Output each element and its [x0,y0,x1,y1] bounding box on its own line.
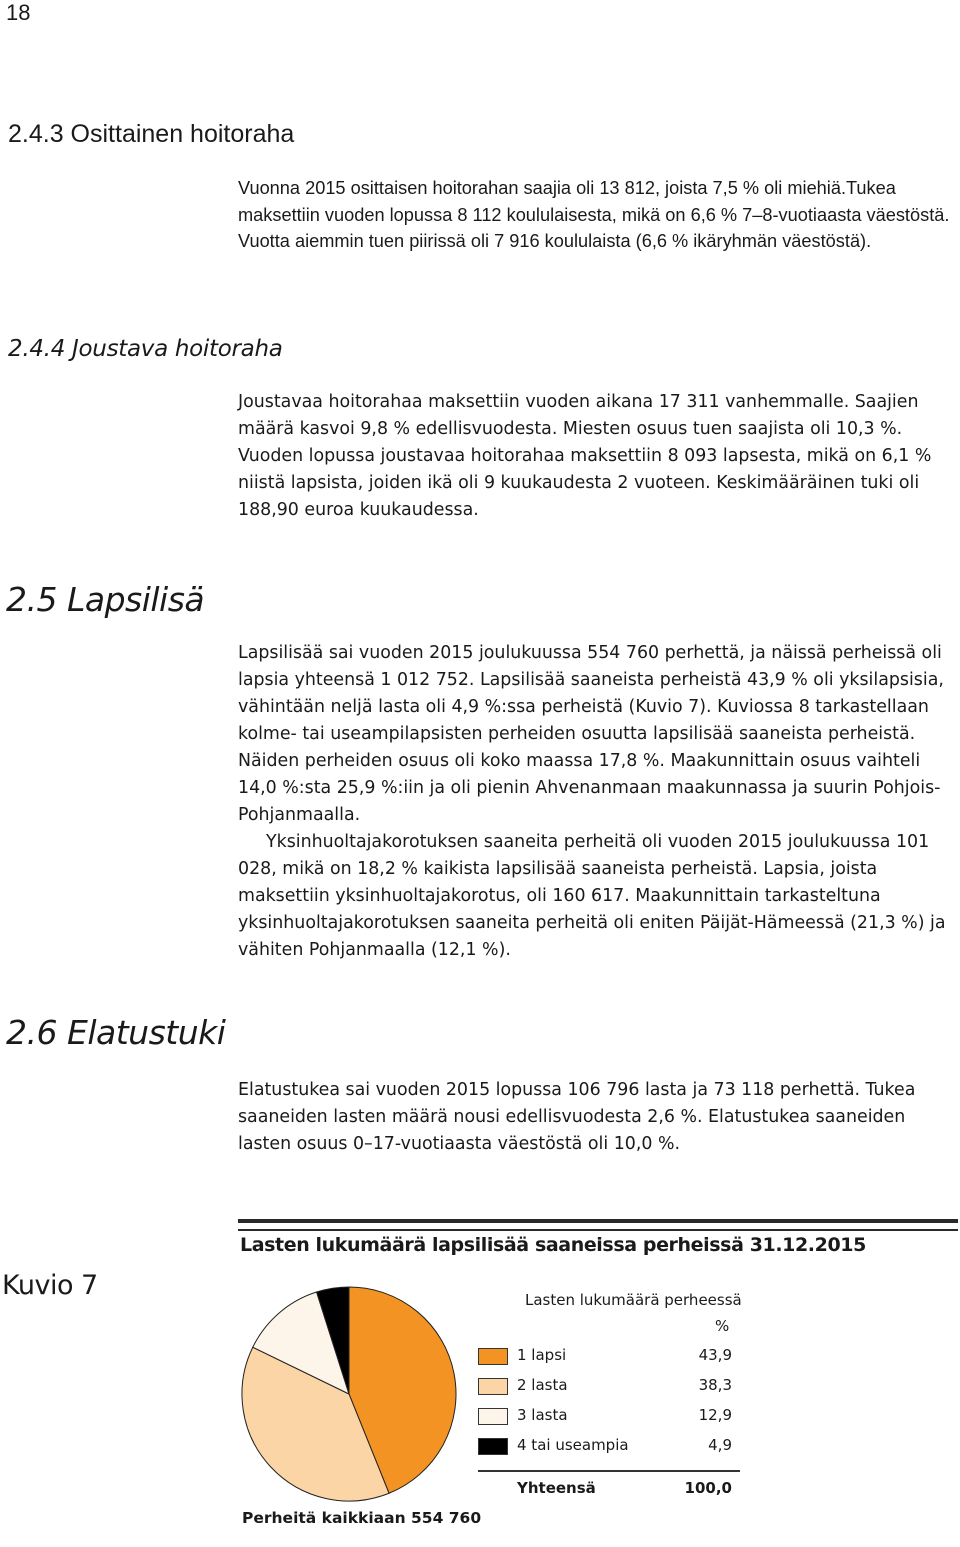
figure-label: Kuvio 7 [2,1270,98,1301]
paragraph-text: Joustavaa hoitorahaa maksettiin vuoden aikana 17 311 vanhemmalle. Saajien määrä kasvoi 9,8 % edellisvuodesta. Miesten osuus tuen saajista oli 10,3 %. Vuoden lopussa joustavaa hoitorahaa maksettiin 8 093 lapsesta, mikä on 6,1 % niistä lapsista, joiden ikä oli 9 kuukaudesta 2 vuoteen. Keskimääräinen tuki oli 188,90 euroa kuukaudessa. [238,392,932,520]
paragraph-2-4-3 [238,175,956,255]
heading-2-6: 2.6 Elatustuki [6,1013,226,1052]
legend-label: 2 lasta [517,1376,568,1394]
paragraph-2-5 [238,640,956,964]
legend-label: 4 tai useampia [517,1436,629,1454]
chart-title: Lasten lukumäärä lapsilisää saaneissa perheissä 31.12.2015 [240,1234,866,1256]
heading-2-5: 2.5 Lapsilisä [6,580,205,619]
legend-value: 12,9 [698,1406,732,1424]
legend-swatch [478,1378,508,1395]
legend-total-rule [478,1470,740,1472]
paragraph-text: Elatustukea sai vuoden 2015 lopussa 106 796 lasta ja 73 118 perhettä. Tukea saaneiden lasten määrä nousi edellisvuodesta 2,6 %. Elatustukea saaneiden lasten osuus 0–17-vuotiaasta väestöstä oli 10,0 %. [238,1080,916,1154]
legend-value: 43,9 [698,1346,732,1364]
legend-value-header: % [715,1317,730,1335]
paragraph-text: Lapsilisää sai vuoden 2015 joulukuussa 554 760 perhettä, ja näissä perheissä oli lapsia yhteensä 1 012 752. Lapsilisää saaneista perheistä 43,9 % oli yksilapsisia, vähintään neljä lasta oli 4,9 %:ssa perheistä (Kuvio 7). Kuviossa 8 tarkastellaan kolme- tai useampilapsisten perheiden osuutta lapsilisää saaneista perheistä. Näiden perheiden osuus oli koko maassa 17,8 %. Maakunnittain osuus vaihteli 14,0 %:sta 25,9 %:iin ja oli pienin Ahvenanmaan maakunnassa ja suurin Pohjois-Pohjanmaalla. [238,643,944,825]
legend-label: 1 lapsi [517,1346,567,1364]
heading-2-4-4: 2.4.4 Joustava hoitoraha [8,336,283,362]
paragraph-2-6 [238,1077,956,1158]
figure-top-rule [238,1219,958,1223]
figure-top-rule-thin [238,1229,958,1231]
legend-swatch [478,1348,508,1365]
legend-title: Lasten lukumäärä perheessä [525,1291,742,1309]
legend-value: 4,9 [708,1436,732,1454]
total-value: 100,0 [684,1479,732,1497]
legend-swatch [478,1438,508,1455]
pie-chart [238,1280,478,1510]
legend-label: 3 lasta [517,1406,568,1424]
paragraph-text: Yksinhuoltajakorotuksen saaneita perheitä oli vuoden 2015 joulukuussa 101 028, mikä on 18,2 % kaikista lapsilisää saaneista perheistä. Lapsia, joista maksettiin yksinhuoltajakorotus, oli 160 617. Maakunnittain tarkasteltuna yksinhuoltajakorotuksen saaneita perheitä oli eniten Päijät-Hämeessä (21,3 %) ja vähiten Pohjanmaalla (12,1 %). [238,832,946,960]
page-number: 18 [6,0,31,25]
paragraph-2-4-4 [238,389,956,524]
legend-swatch [478,1408,508,1425]
total-label: Yhteensä [517,1479,596,1497]
paragraph-text: Vuonna 2015 osittaisen hoitorahan saajia oli 13 812, joista 7,5 % oli miehiä.Tukea maksettiin vuoden lopussa 8 112 koululaisesta, mikä on 6,6 % 7–8-vuotiaasta väestöstä. Vuotta aiemmin tuen piirissä oli 7 916 koululaista (6,6 % ikäryhmän väestöstä). [238,178,950,252]
heading-2-4-3: 2.4.3 Osittainen hoitoraha [8,120,295,148]
legend-value: 38,3 [698,1376,732,1394]
figure-footer: Perheitä kaikkiaan 554 760 [242,1509,482,1527]
